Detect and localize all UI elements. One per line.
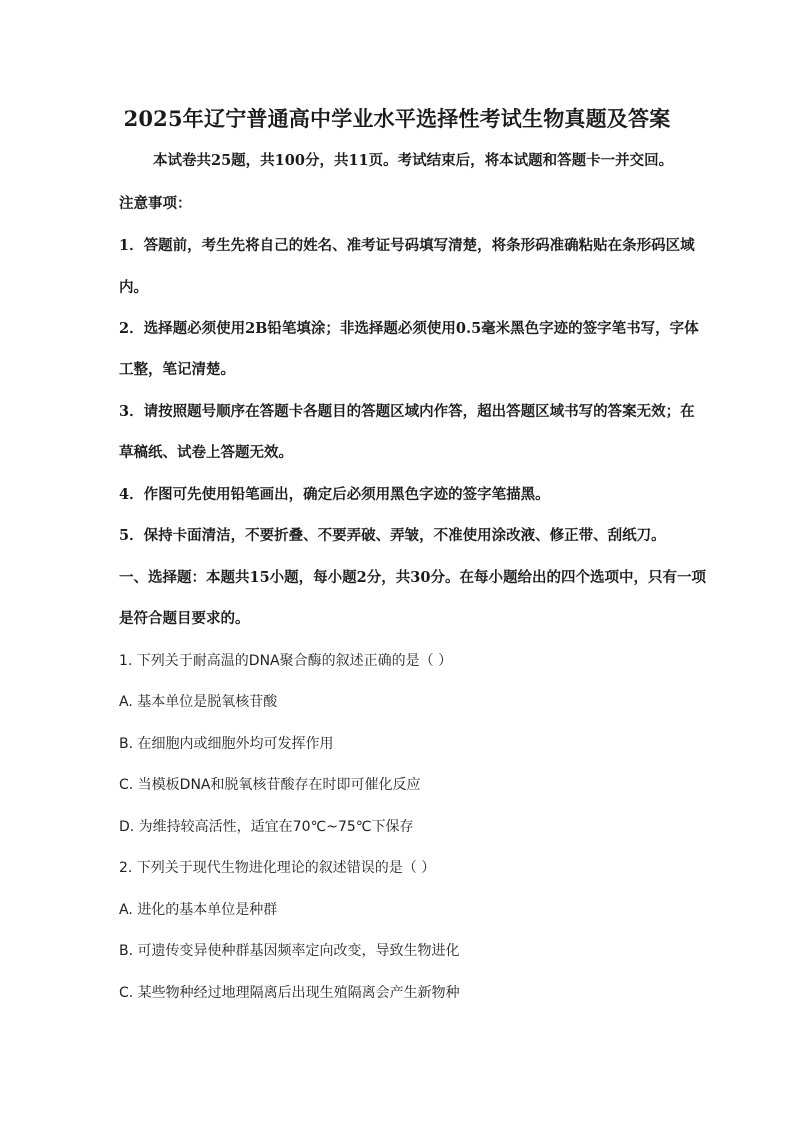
notice-item-4: 4．作图可先使用铅笔画出，确定后必须用黑色字迹的签字笔描黑。 bbox=[119, 486, 550, 503]
notice-item-2-line-1: 2．选择题必须使用2B铅笔填涂；非选择题必须使用0.5毫米黑色字迹的签字笔书写，字体 bbox=[119, 320, 699, 337]
question-2-option-b: B. 可遗传变异使种群基因频率定向改变，导致生物进化 bbox=[119, 943, 460, 959]
document-title: 2025年辽宁普通高中学业水平选择性考试生物真题及答案 bbox=[123, 106, 671, 131]
notice-item-1-line-2: 内。 bbox=[119, 279, 148, 296]
question-1-option-c: C. 当模板DNA和脱氧核苷酸存在时即可催化反应 bbox=[119, 777, 421, 793]
notice-item-1-line-1: 1．答题前，考生先将自己的姓名、准考证号码填写清楚，将条形码准确粘贴在条形码区域 bbox=[119, 237, 695, 254]
exam-intro: 本试卷共25题，共100分，共11页。考试结束后，将本试题和答题卡一并交回。 bbox=[153, 152, 674, 169]
question-1-option-b: B. 在细胞内或细胞外均可发挥作用 bbox=[119, 736, 334, 752]
notice-heading: 注意事项： bbox=[119, 195, 192, 212]
notice-item-3-line-2: 草稿纸、试卷上答题无效。 bbox=[119, 444, 293, 461]
notice-item-5: 5．保持卡面清洁，不要折叠、不要弄破、弄皱，不准使用涂改液、修正带、刮纸刀。 bbox=[119, 527, 666, 544]
question-2-option-a: A. 进化的基本单位是种群 bbox=[119, 902, 278, 918]
notice-item-3-line-1: 3．请按照题号顺序在答题卡各题目的答题区域内作答，超出答题区域书写的答案无效；在 bbox=[119, 403, 695, 420]
notice-item-2-line-2: 工整，笔记清楚。 bbox=[119, 361, 235, 378]
question-2-option-c: C. 某些物种经过地理隔离后出现生殖隔离会产生新物种 bbox=[119, 985, 460, 1001]
question-1-option-a: A. 基本单位是脱氧核苷酸 bbox=[119, 694, 278, 710]
section-heading-line-1: 一、选择题：本题共15小题，每小题2分，共30分。在每小题给出的四个选项中，只有一项 bbox=[119, 569, 706, 586]
question-2-stem: 2. 下列关于现代生物进化理论的叙述错误的是（ ） bbox=[119, 860, 436, 876]
question-1-option-d: D. 为维持较高活性，适宜在70℃~75℃下保存 bbox=[119, 819, 414, 835]
section-heading-line-2: 是符合题目要求的。 bbox=[119, 610, 250, 627]
question-1-stem: 1. 下列关于耐高温的DNA聚合酶的叙述正确的是（ ） bbox=[119, 653, 453, 669]
